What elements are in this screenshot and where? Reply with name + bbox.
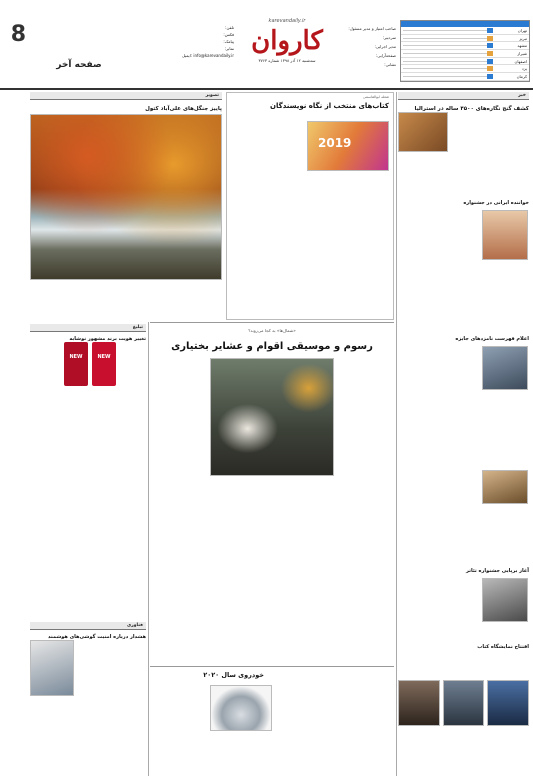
news-headline-2[interactable]: خواننده ایرانی در جشنواره (463, 200, 529, 206)
issue-date: سه‌شنبه ۱۲ آذر ۱۳۹۸ (280, 58, 316, 63)
weather-color-marker (487, 43, 493, 48)
issue-number: شماره ۳۷۶۳ (258, 58, 280, 63)
weather-color-marker (487, 51, 493, 56)
news-section-title: خبر (398, 92, 529, 100)
ad-section-title: تبلیغ (30, 324, 146, 332)
news-photo-4 (482, 470, 528, 504)
masthead (0, 18, 533, 88)
tech-column (30, 622, 146, 776)
music-article (150, 324, 394, 662)
news-photo-2 (482, 210, 528, 260)
news-headline-3[interactable]: اعلام فهرست نامزدهای جایزه (455, 336, 529, 342)
page-number: 8 (10, 22, 26, 47)
contact-phone: تلفن: (225, 25, 234, 30)
news-photo-5 (482, 578, 528, 622)
contact-fax: فکس: (223, 32, 234, 37)
weather-color-marker (487, 74, 493, 79)
weather-color-marker (487, 36, 493, 41)
staff-line: نشانی: (384, 62, 396, 67)
staff-line: صاحب امتیاز و مدیر مسئول: (348, 26, 396, 31)
ad-headline[interactable]: تغییر هویت برند مشهور نوشابه (69, 336, 146, 342)
weather-city: اصفهان (514, 58, 527, 64)
cola-cans (60, 342, 120, 388)
site-url[interactable]: karevandaily.ir (268, 18, 306, 24)
photo-headline[interactable]: پاییز جنگل‌های علی‌آباد کتول (145, 106, 222, 112)
logo: کاروان (251, 26, 323, 56)
music-kicker: «شمال‌ها» به کجا می‌روند؟ (248, 328, 296, 333)
weather-color-marker (487, 66, 493, 71)
portrait-photo (398, 680, 440, 726)
tech-headline[interactable]: هشدار درباره امنیت گوشی‌های هوشمند (48, 634, 146, 640)
portrait-row (398, 680, 529, 726)
weather-row (401, 58, 529, 66)
weather-color-marker (487, 28, 493, 33)
contact-sms: پیامک: (223, 39, 234, 44)
weather-city: تبریز (519, 35, 527, 41)
portrait-photo (487, 680, 529, 726)
staff-line: مدیر اجرایی: (374, 44, 396, 49)
news-photo-3 (482, 346, 528, 390)
news-headline-1[interactable]: کشف گنج نگاره‌های ۴۵۰۰ ساله در استرالیا (414, 106, 529, 112)
weather-city: یزد (521, 66, 527, 72)
book-photo (307, 121, 389, 171)
book-kicker: شعله ابوالقاسمی (363, 95, 389, 99)
weather-row (401, 42, 529, 50)
car-photo (210, 685, 272, 731)
news-column (398, 92, 529, 776)
contact-email[interactable]: ایمیل: info@karevandaily.ir (181, 53, 234, 58)
weather-city: کرمان (516, 73, 527, 79)
music-headline[interactable]: رسوم و موسیقی اقوام و عشایر بختیاری (171, 341, 373, 352)
car-headline[interactable]: خودروی سال ۲۰۲۰ (203, 671, 264, 679)
weather-color-marker (487, 59, 493, 64)
weather-row (401, 27, 529, 35)
portrait-photo (443, 680, 485, 726)
forest-photo (30, 114, 222, 280)
staff-line: صفحه‌آرایی: (375, 53, 396, 58)
weather-row (401, 35, 529, 43)
weather-row (401, 73, 529, 81)
book-box (226, 92, 394, 320)
book-year: 2019 (318, 136, 352, 150)
contact-nomabar: نمابر: (224, 46, 234, 51)
can-label: NEW (97, 354, 111, 360)
tech-section-title: فناوری (30, 622, 146, 630)
weather-table (400, 20, 530, 82)
weather-city: مشهد (517, 43, 527, 49)
photo-column (30, 92, 222, 320)
book-headline[interactable]: کتاب‌های منتخب از نگاه نویسندگان (270, 102, 389, 110)
weather-city: تهران (517, 27, 527, 33)
news-photo-1 (398, 112, 448, 152)
news-headline-5[interactable]: افتتاح نمایشگاه کتاب (477, 644, 529, 650)
can-label: NEW (69, 354, 83, 360)
weather-city: شیراز (517, 50, 527, 56)
weather-row (401, 50, 529, 58)
news-headline-4[interactable]: آغاز برپایی جشنواره تئاتر (466, 568, 529, 574)
weather-row (401, 65, 529, 73)
photo-section-title: تصویر (30, 92, 222, 100)
tech-photo (30, 640, 74, 696)
car-article (150, 666, 394, 776)
ad-column (30, 324, 146, 620)
music-photo (210, 358, 334, 476)
page-label: صفحه آخر (56, 60, 102, 70)
staff-line: سردبیر: (382, 35, 396, 40)
